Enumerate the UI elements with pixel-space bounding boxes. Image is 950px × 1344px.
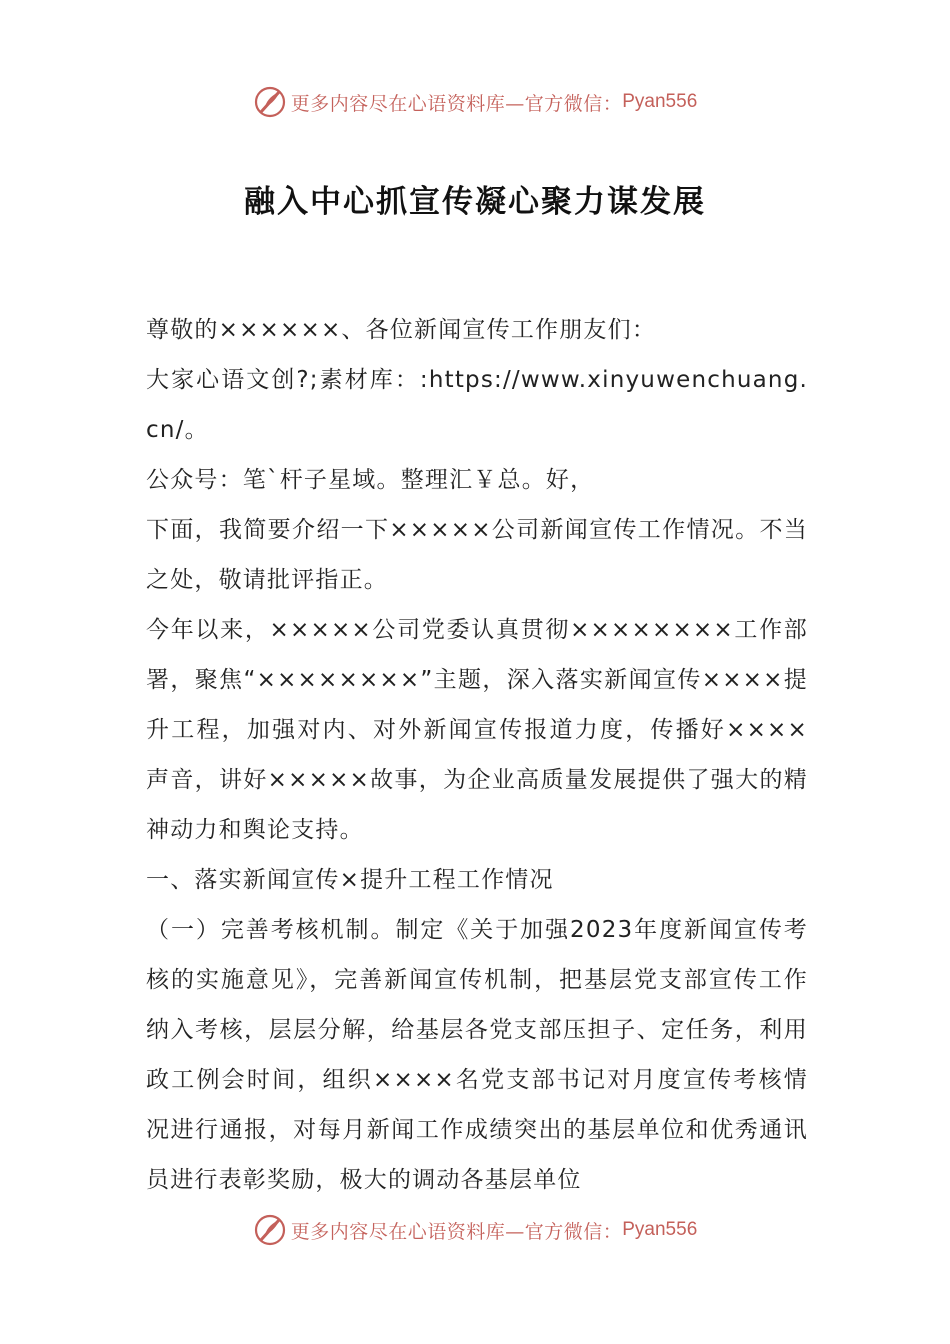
promo-line-paragraph: 大家心语文创?;素材库：:https://www.xinyuwenchuang.cn/。 [146,367,808,443]
overview-paragraph: 今年以来，×××××公司党委认真贯彻××××××××工作部署，聚焦“××××××××”主题，深入落实新闻宣传××××提升工程，加强对内、对外新闻宣传报道力度，传播好××××声音，讲好×××××故事，为企业高质量发展提供了强大的精神动力和舆论支持。 [146,617,808,843]
watermark-wechat-id: Pyan556 [622,1219,698,1240]
section-heading: 一、落实新闻宣传×提升工程工作情况 [146,867,554,893]
header-watermark [0,82,950,122]
promo-account-paragraph: 公众号：笔`杆子星域。整理汇￥总。好， [146,467,595,493]
quill-logo-icon [253,85,287,119]
document-title: 融入中心抓宣传凝心聚力谋发展 [244,184,706,220]
quill-logo-icon [253,1213,287,1247]
watermark-wechat-id: Pyan556 [622,91,698,112]
footer-watermark [0,1210,950,1250]
intro-paragraph: 下面，我简要介绍一下×××××公司新闻宣传工作情况。不当之处，敬请批评指正。 [146,517,808,593]
subsection-paragraph: （一）完善考核机制。制定《关于加强2023年度新闻宣传考核的实施意见》，完善新闻宣传机制，把基层党支部宣传工作纳入考核，层层分解，给基层各党支部压担子、定任务，利用政工例会时间，组织××××名党支部书记对月度宣传考核情况进行通报，对每月新闻工作成绩突出的基层单位和优秀通讯员进行表彰奖励，极大的调动各基层单位 [146,917,808,1193]
watermark-text: 更多内容尽在心语资料库—官方微信： [290,92,623,115]
salutation-paragraph: 尊敬的××××××、各位新闻宣传工作朋友们： [146,317,657,343]
document-body [146,305,808,1205]
watermark-text: 更多内容尽在心语资料库—官方微信： [290,1220,623,1243]
